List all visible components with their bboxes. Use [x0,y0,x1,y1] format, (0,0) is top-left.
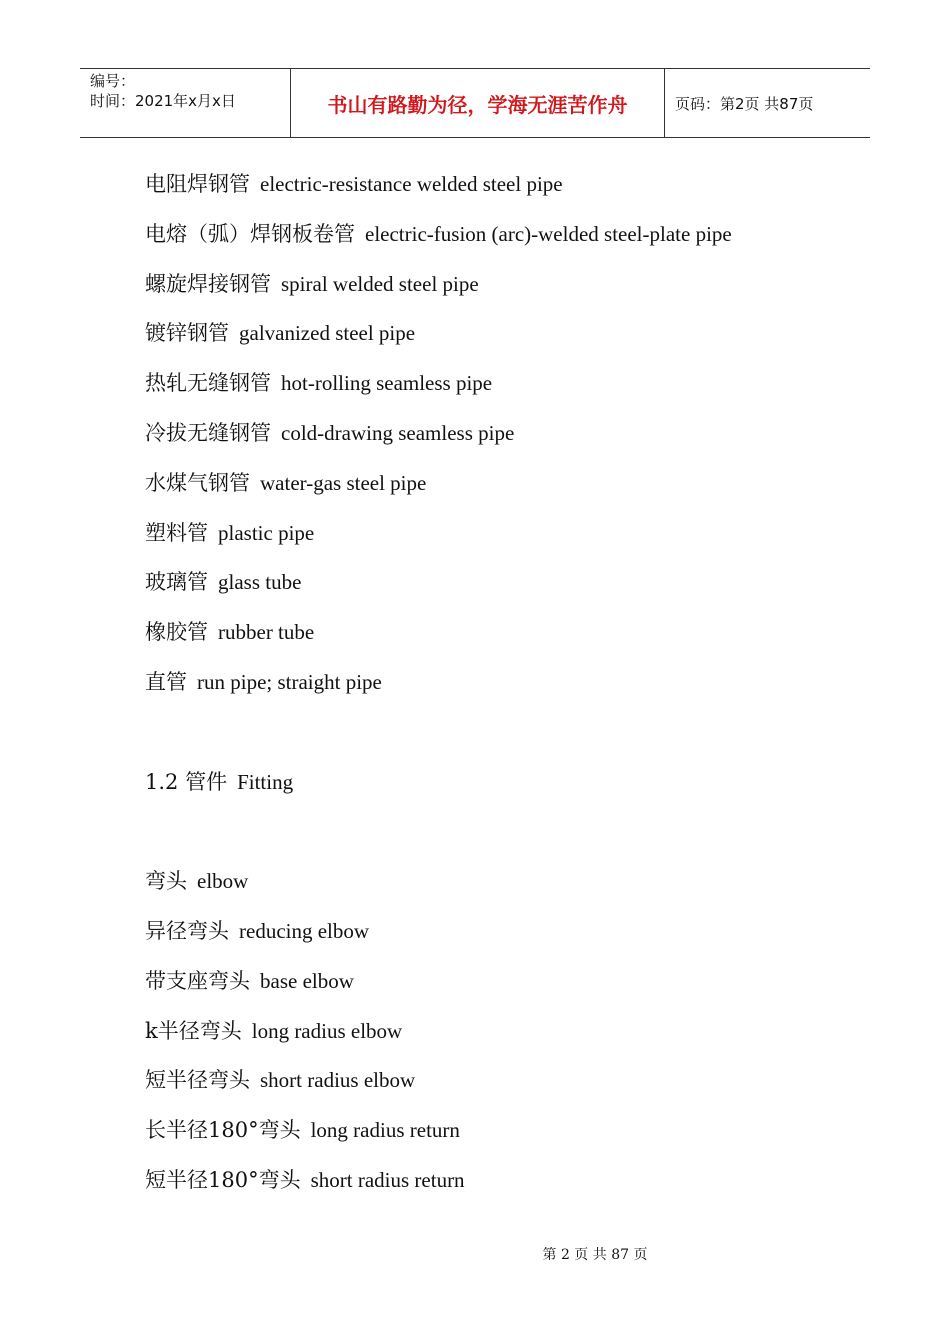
header-meta [80,69,291,137]
term-row [145,857,865,907]
term-english: reducing elbow [239,918,370,943]
term-chinese: 热轧无缝钢管 [145,371,271,396]
term-chinese: 螺旋焊接钢管 [145,271,271,296]
term-english: plastic pipe [218,520,315,545]
term-chinese: 短半径弯头 [145,1068,250,1093]
term-row [145,1156,865,1206]
spacer [145,807,865,857]
term-english: cold-drawing seamless pipe [281,420,515,445]
section-heading [145,758,865,808]
term-chinese: 塑料管 [145,520,208,545]
term-english: long radius return [310,1118,460,1143]
section-fittings [145,857,865,1206]
section-heading-title: Fitting [237,769,294,794]
term-chinese: 长半径180°弯头 [145,1118,301,1143]
section-heading-number: 1.2 管件 [145,769,228,794]
term-row [145,907,865,957]
section-pipes [145,160,865,708]
term-chinese: 电熔（弧）焊钢板卷管 [145,221,355,246]
term-english: water-gas steel pipe [260,470,427,495]
term-row [145,957,865,1007]
term-row [145,658,865,708]
page-header [80,68,870,138]
term-chinese: k半径弯头 [145,1018,242,1043]
page-footer: 第 2 页 共 87 页 [542,1247,648,1263]
glossary-content [145,160,865,1206]
term-english: base elbow [260,968,354,993]
term-chinese: 直管 [145,669,187,694]
date-label: 时间：2021年x月x日 [90,92,236,110]
header-page-info: 页码：第2页 共87页 [675,94,814,113]
term-english: short radius return [310,1167,465,1192]
term-english: rubber tube [218,620,315,645]
term-english: hot-rolling seamless pipe [281,371,493,396]
term-row [145,1007,865,1057]
term-row [145,1056,865,1106]
term-row [145,210,865,260]
term-chinese: 弯头 [145,869,187,894]
term-row [145,359,865,409]
term-row [145,509,865,559]
term-chinese: 镀锌钢管 [145,321,229,346]
term-chinese: 电阻焊钢管 [145,172,250,196]
term-english: short radius elbow [260,1068,416,1093]
term-english: long radius elbow [251,1018,403,1043]
term-row [145,459,865,509]
term-chinese: 短半径180°弯头 [145,1167,301,1192]
term-row [145,160,865,210]
serial-label: 编号： [90,72,136,90]
term-english: electric-resistance welded steel pipe [260,172,563,196]
term-chinese: 玻璃管 [145,570,208,595]
term-chinese: 水煤气钢管 [145,470,250,495]
term-chinese: 橡胶管 [145,620,208,645]
term-english: elbow [197,869,249,894]
header-motto: 书山有路勤为径，学海无涯苦作舟 [291,69,665,137]
term-row [145,309,865,359]
term-english: run pipe; straight pipe [197,669,382,694]
term-row [145,260,865,310]
term-chinese: 带支座弯头 [145,968,250,993]
term-english: electric-fusion (arc)-welded steel-plate pipe [365,221,732,246]
term-english: glass tube [218,570,302,595]
term-chinese: 异径弯头 [145,918,229,943]
term-row [145,1106,865,1156]
term-english: galvanized steel pipe [239,321,416,346]
term-row [145,409,865,459]
term-row [145,608,865,658]
term-row [145,558,865,608]
term-english: spiral welded steel pipe [281,271,479,296]
term-chinese: 冷拔无缝钢管 [145,420,271,445]
spacer [145,708,865,758]
